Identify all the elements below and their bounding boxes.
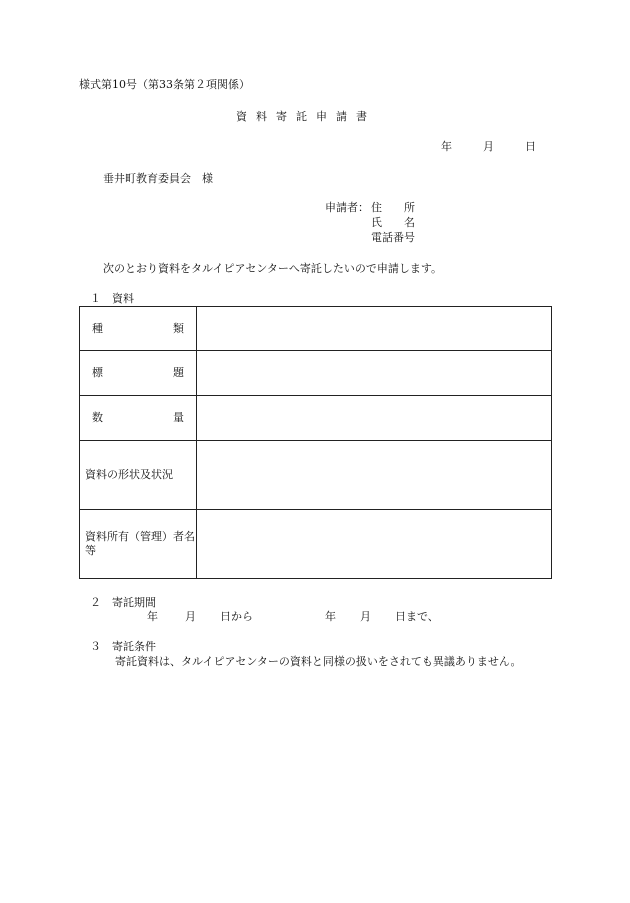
applicant-phone-label: 電話番号: [371, 231, 415, 244]
section3-heading: ３ 寄託条件: [90, 640, 156, 653]
from-day: 日から: [220, 610, 253, 623]
conditions-text: 寄託資料は、タルイピアセンターの資料と同様の扱いをされても異議ありません。: [115, 655, 522, 668]
label-char: 標: [92, 366, 103, 379]
to-year: 年: [325, 610, 336, 623]
row-label-quantity: [80, 396, 197, 441]
page-title: 資料寄託申請書: [236, 110, 376, 123]
condition-value[interactable]: [197, 441, 552, 510]
from-year: 年: [147, 610, 158, 623]
label-char: 類: [173, 321, 184, 335]
row-label-condition: [80, 441, 197, 510]
applicant-label: 申請者：: [325, 201, 369, 214]
owner-label: 資料所有（管理）者名等: [85, 530, 195, 557]
row-label-owner: [80, 510, 197, 579]
type-value[interactable]: [197, 307, 552, 351]
table-row: [80, 441, 552, 510]
section2-heading: ２ 寄託期間: [90, 596, 156, 609]
row-label-title: [80, 351, 197, 396]
applicant-address-label: 住 所: [371, 201, 415, 214]
row-label-type: [80, 307, 197, 351]
date-year-label: 年: [441, 140, 452, 153]
date-month-label: 月: [483, 140, 494, 153]
from-month: 月: [185, 610, 196, 623]
date-day-label: 日: [525, 140, 536, 153]
form-number: 様式第10号（第33条第２項関係）: [79, 78, 250, 91]
intro-text: 次のとおり資料をタルイピアセンターへ寄託したいので申請します。: [103, 262, 443, 275]
table-row: [80, 510, 552, 579]
section1-heading: １ 資料: [90, 292, 134, 305]
table-row: [80, 307, 552, 351]
title-value[interactable]: [197, 351, 552, 396]
applicant-name-label: 氏 名: [371, 216, 415, 229]
label-char: 数: [92, 411, 103, 424]
label-char: 量: [173, 411, 184, 424]
table-row: [80, 396, 552, 441]
application-date: [441, 140, 536, 154]
to-month: 月: [360, 610, 371, 623]
condition-label: 資料の形状及状況: [85, 468, 173, 481]
quantity-value[interactable]: [197, 396, 552, 441]
addressee: 垂井町教育委員会 様: [103, 172, 213, 185]
material-table: [79, 306, 552, 579]
label-char: 題: [173, 366, 184, 379]
to-day: 日まで、: [395, 610, 439, 623]
owner-value[interactable]: [197, 510, 552, 579]
table-row: [80, 351, 552, 396]
label-char: 種: [92, 321, 103, 335]
